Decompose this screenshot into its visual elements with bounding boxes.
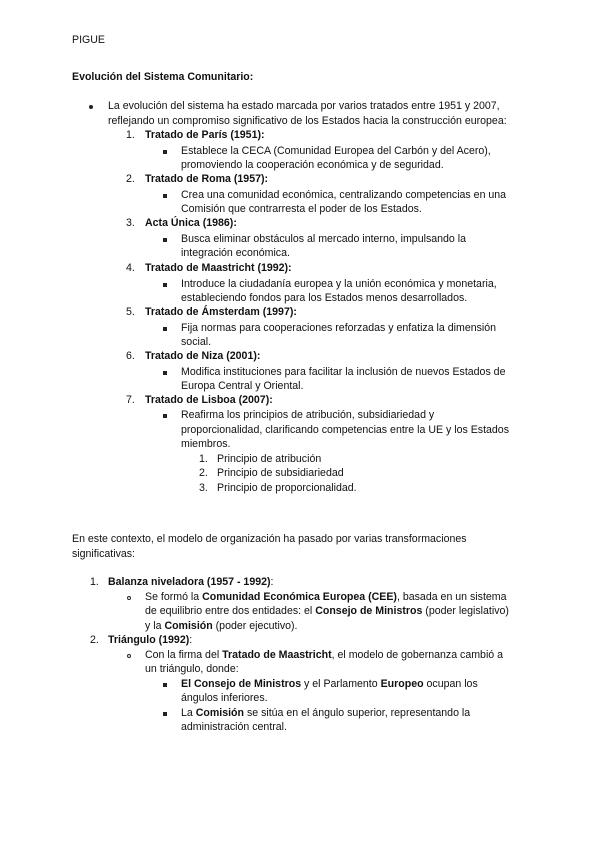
bullet-square-icon	[163, 683, 167, 687]
intro-line: reflejando un compromiso significativo de los Estados hacia la construcción europea:	[108, 115, 507, 127]
treaty-description: Europa Central y Oriental.	[181, 380, 304, 392]
bullet-square-icon	[163, 371, 167, 375]
model-description: Con la firma del Tratado de Maastricht, el modelo de gobernanza cambió a	[145, 649, 504, 661]
context-paragraph: En este contexto, el modelo de organización ha pasado por varias transformaciones	[72, 533, 467, 545]
bullet-square-icon	[163, 327, 167, 331]
bullet-circle-icon	[127, 596, 131, 600]
treaty-description: miembros.	[181, 438, 231, 450]
principle-number: 3.	[199, 482, 208, 494]
model-subpoint: administración central.	[181, 721, 287, 733]
treaty-description: proporcionalidad, clarificando competencias entre la UE y los Estados	[181, 424, 509, 436]
treaty-description: Establece la CECA (Comunidad Europea del Carbón y del Acero),	[181, 145, 491, 157]
principle-item: Principio de atribución	[217, 453, 322, 465]
treaty-number: 1.	[126, 129, 135, 141]
treaty-number: 4.	[126, 262, 135, 274]
treaty-title: Tratado de Maastricht (1992):	[145, 262, 292, 274]
bullet-dot-icon	[89, 105, 93, 109]
treaty-description: Fija normas para cooperaciones reforzadas y enfatiza la dimensión	[181, 322, 497, 334]
treaty-title: Acta Única (1986):	[145, 217, 237, 229]
context-paragraph: significativas:	[72, 548, 135, 560]
bullet-square-icon	[163, 194, 167, 198]
treaty-description: Busca eliminar obstáculos al mercado interno, impulsando la	[181, 233, 467, 245]
treaty-description: Introduce la ciudadanía europea y la unión económica y monetaria,	[181, 278, 497, 290]
bullet-square-icon	[163, 712, 167, 716]
treaty-description: promoviendo la cooperación económica y de seguridad.	[181, 159, 444, 171]
principle-item: Principio de proporcionalidad.	[217, 482, 357, 494]
model-description: Se formó la Comunidad Económica Europea (CEE), basada en un sistema	[145, 591, 507, 603]
model-number: 2.	[90, 634, 99, 646]
treaty-number: 5.	[126, 306, 135, 318]
principle-number: 1.	[199, 453, 208, 465]
principle-number: 2.	[199, 467, 208, 479]
treaty-number: 2.	[126, 173, 135, 185]
treaty-description: social.	[181, 336, 212, 348]
treaty-description: Modifica instituciones para facilitar la inclusión de nuevos Estados de	[181, 366, 506, 378]
bullet-square-icon	[163, 238, 167, 242]
treaty-title: Tratado de París (1951):	[145, 129, 265, 141]
document-author: PIGUE	[72, 34, 105, 46]
bullet-square-icon	[163, 150, 167, 154]
treaty-number: 3.	[126, 217, 135, 229]
treaty-title: Tratado de Ámsterdam (1997):	[145, 306, 297, 318]
model-description: un triángulo, donde:	[145, 663, 239, 675]
treaty-number: 6.	[126, 350, 135, 362]
model-description: y la Comisión (poder ejecutivo).	[145, 620, 298, 632]
treaty-description: Comisión que contrarresta el poder de los Estados.	[181, 203, 422, 215]
principle-item: Principio de subsidiariedad	[217, 467, 344, 479]
treaty-title: Tratado de Lisboa (2007):	[145, 394, 273, 406]
bullet-square-icon	[163, 283, 167, 287]
treaty-description: Crea una comunidad económica, centralizando competencias en una	[181, 189, 507, 201]
bullet-circle-icon	[127, 654, 131, 658]
model-subpoint: El Consejo de Ministros y el Parlamento Europeo ocupan los	[181, 678, 478, 690]
treaty-description: estableciendo fondos para los Estados menos desarrollados.	[181, 292, 468, 304]
model-title: Balanza niveladora (1957 - 1992):	[108, 576, 274, 588]
model-title: Triángulo (1992):	[108, 634, 193, 646]
model-subpoint: La Comisión se sitúa en el ángulo superior, representando la	[181, 707, 471, 719]
model-description: de equilibrio entre dos entidades: el Consejo de Ministros (poder legislativo)	[145, 605, 509, 617]
treaty-description: Reafirma los principios de atribución, subsidiariedad y	[181, 409, 435, 421]
treaty-number: 7.	[126, 394, 135, 406]
model-number: 1.	[90, 576, 99, 588]
treaty-description: integración económica.	[181, 247, 290, 259]
intro-line: La evolución del sistema ha estado marcada por varios tratados entre 1951 y 2007,	[108, 100, 500, 112]
model-subpoint: ángulos inferiores.	[181, 692, 268, 704]
treaty-title: Tratado de Niza (2001):	[145, 350, 261, 362]
section-title: Evolución del Sistema Comunitario:	[72, 71, 254, 83]
treaty-title: Tratado de Roma (1957):	[145, 173, 269, 185]
bullet-square-icon	[163, 414, 167, 418]
